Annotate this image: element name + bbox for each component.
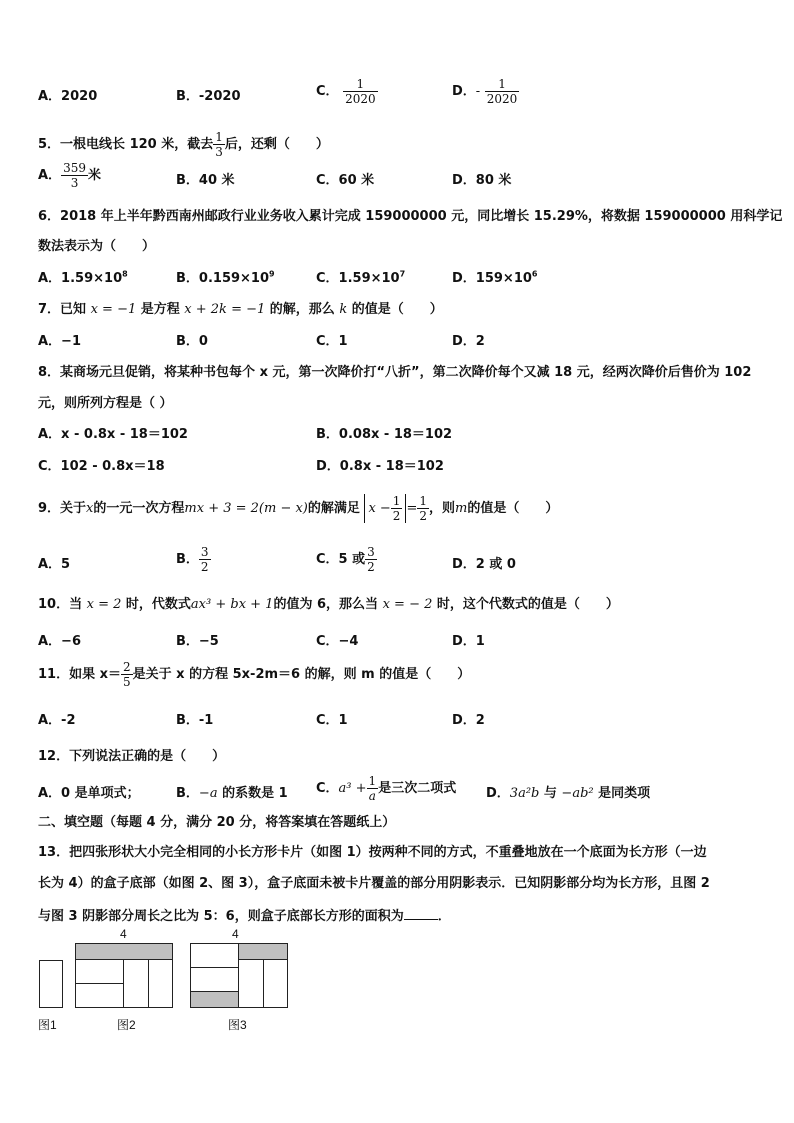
q9-stem	[38, 494, 558, 523]
q4-option-d[interactable]	[452, 77, 519, 106]
fraction: $\frac{1}{3}$	[215, 130, 223, 159]
q4-option-a[interactable]: A．2020	[38, 89, 98, 104]
stem-text: 9．关于	[38, 501, 87, 516]
stem-text: 时，这个代数式的值是（ ）	[432, 597, 619, 612]
q6-stem-line2: 数法表示为（ ）	[38, 239, 156, 254]
equals-sign: =	[406, 501, 418, 516]
stem-text: 时，代数式	[121, 597, 191, 612]
q5-option-d[interactable]: D．80 米	[452, 173, 512, 188]
exponent: 7	[399, 269, 406, 279]
q6-option-b[interactable]	[176, 271, 275, 287]
q5-option-a[interactable]	[38, 161, 101, 190]
q5-stem	[38, 130, 329, 159]
stem-text: ，则	[428, 501, 455, 516]
fraction: $\frac{359}{3}$	[63, 161, 86, 190]
shaded-region	[75, 943, 173, 960]
q6-option-a[interactable]	[38, 271, 128, 287]
option-label: D．	[452, 84, 476, 99]
q8-option-c[interactable]: C．102 - 0.8x＝18	[38, 459, 165, 474]
equation: x = 2	[86, 597, 122, 612]
stem-text: 后，还剩（ ）	[224, 137, 329, 152]
card-vertical	[148, 959, 173, 1008]
q6-option-d[interactable]	[452, 271, 538, 287]
card-vertical	[263, 959, 288, 1008]
option-text: 的系数是 1	[217, 786, 288, 801]
stem-text: 与图 3 阴影部分周长之比为 5：6，则盒子底部长方形的面积为	[38, 909, 404, 924]
answer-blank[interactable]	[404, 907, 438, 920]
fraction: $\frac{1}{2}$	[419, 494, 427, 523]
figure2-dimension: 4	[120, 927, 127, 941]
option-label: B．	[176, 552, 199, 567]
section-heading: 二、填空题（每题 4 分，满分 20 分，将答案填在答题纸上）	[38, 815, 396, 830]
expression: 3a²b	[509, 786, 540, 801]
q7-option-c[interactable]: C．1	[316, 334, 348, 349]
q12-stem: 12．下列说法正确的是（ ）	[38, 749, 226, 764]
q13-stem-line2: 长为 4）的盒子底部（如图 2、图 3），盒子底面未被卡片覆盖的部分用阴影表示．已知阴影部分均为长方形，且图 2	[38, 876, 710, 891]
q11-option-c[interactable]: C．1	[316, 713, 348, 728]
option-text: 与	[539, 786, 562, 801]
q5-option-c[interactable]: C．60 米	[316, 173, 375, 188]
stem-text: 的值为 6，那么当	[273, 597, 383, 612]
option-text: A．1.59×10	[38, 271, 123, 286]
fraction: $\frac{2}{5}$	[123, 660, 131, 689]
q9-option-c[interactable]	[316, 545, 377, 574]
stem-text: 7．已知	[38, 302, 91, 317]
option-label: B．	[176, 786, 199, 801]
q8-option-d[interactable]: D．0.8x - 18＝102	[316, 459, 444, 474]
card-horizontal	[75, 983, 124, 1008]
expression: −ab²	[561, 786, 594, 801]
q11-option-b[interactable]: B．-1	[176, 713, 214, 728]
option-label: A．	[38, 168, 62, 183]
stem-text: ．	[437, 909, 451, 924]
q6-option-c[interactable]	[316, 271, 405, 287]
q10-stem	[38, 597, 619, 613]
q11-option-d[interactable]: D．2	[452, 713, 485, 728]
stem-text: 的值是（ ）	[347, 302, 443, 317]
exponent: 9	[269, 269, 275, 279]
q10-option-b[interactable]: B．−5	[176, 634, 219, 649]
q7-stem	[38, 302, 443, 318]
exponent: 6	[531, 269, 538, 279]
q8-stem-line1: 8．某商场元旦促销，将某种书包每个 x 元，第一次降价打“八折”，第二次降价每个又减 18 元，经两次降价后售价为 102	[38, 365, 752, 380]
q6-stem-line1: 6．2018 年上半年黔西南州邮政行业业务收入累计完成 159000000 元，同比增长 15.29%，将数据 159000000 用科学记	[38, 209, 783, 224]
stem-text: 的值是（ ）	[467, 501, 559, 516]
absolute-value: x − $\frac{1}{2}$	[364, 494, 406, 523]
q9-option-b[interactable]	[176, 545, 211, 574]
fraction: $\frac{1}{2020}$	[345, 77, 376, 106]
card-vertical	[238, 959, 264, 1008]
q7-option-b[interactable]: B．0	[176, 334, 208, 349]
q7-option-a[interactable]: A．−1	[38, 334, 81, 349]
option-text: 是三次二项式	[378, 781, 457, 796]
fraction: $\frac{3}{2}$	[200, 545, 209, 574]
figure3-label: 图3	[228, 1018, 247, 1032]
q8-stem-line2: 元，则所列方程是（ ）	[38, 396, 173, 411]
expression: ax³ + bx + 1	[190, 597, 274, 612]
exponent: 8	[122, 269, 128, 279]
figure3-dimension: 4	[232, 927, 239, 941]
variable: x	[86, 501, 94, 516]
q12-option-c[interactable]	[316, 774, 456, 803]
stem-text: 是关于 x 的方程 5x-2m＝6 的解，则 m 的值是（ ）	[132, 667, 471, 682]
variable: m	[455, 501, 468, 516]
shaded-region	[190, 991, 239, 1008]
shaded-region	[238, 943, 288, 960]
fraction: $\frac{3}{2}$	[367, 545, 375, 574]
q12-option-a[interactable]: A．0 是单项式；	[38, 786, 140, 801]
equation: x + 2k = −1	[184, 302, 266, 317]
figure1-label: 图1	[38, 1018, 57, 1032]
option-text: 是同类项	[593, 786, 651, 801]
q9-option-d[interactable]: D．2 或 0	[452, 557, 516, 572]
unit: 米	[87, 168, 101, 183]
figure3	[190, 943, 288, 1008]
card-horizontal	[190, 943, 239, 968]
variable: k	[339, 302, 348, 317]
option-label: C．5 或	[316, 552, 366, 567]
option-text: C．1.59×10	[316, 271, 400, 286]
equation: x = −1	[90, 302, 137, 317]
q10-option-c[interactable]: C．−4	[316, 634, 359, 649]
q8-option-a[interactable]: A．x - 0.8x - 18＝102	[38, 427, 188, 442]
q12-option-d[interactable]	[486, 786, 650, 802]
card-horizontal	[75, 959, 124, 984]
option-label: C．	[316, 84, 339, 99]
q11-stem	[38, 660, 470, 689]
q5-option-b[interactable]: B．40 米	[176, 173, 235, 188]
option-text: B．0.159×10	[176, 271, 270, 286]
q10-option-a[interactable]: A．−6	[38, 634, 81, 649]
stem-text: 的解满足	[307, 501, 360, 516]
stem-text: 是方程	[136, 302, 185, 317]
q11-option-a[interactable]: A．-2	[38, 713, 76, 728]
fraction: $\frac{1}{a}$	[368, 774, 377, 803]
q10-option-d[interactable]: D．1	[452, 634, 485, 649]
stem-text: 5．一根电线长 120 米，截去	[38, 137, 214, 152]
fraction: $\frac{1}{2020}$	[486, 77, 518, 106]
q8-option-b[interactable]: B．0.08x - 18＝102	[316, 427, 453, 442]
figure2	[75, 943, 173, 1008]
equation: mx + 3 = 2(m − x)	[184, 501, 308, 516]
figure2-label: 图2	[117, 1018, 136, 1032]
option-label: C．	[316, 781, 339, 796]
option-label: D．	[486, 786, 510, 801]
equation: x = − 2	[382, 597, 433, 612]
stem-text: 的一元一次方程	[93, 501, 185, 516]
minus-sign: -	[475, 84, 481, 99]
figure1-card	[39, 960, 63, 1008]
q13-stem-line3	[38, 907, 451, 925]
q4-option-c[interactable]	[316, 77, 378, 106]
q4-option-b[interactable]: B．-2020	[176, 89, 241, 104]
card-horizontal	[190, 967, 239, 992]
stem-text: 的解，那么	[265, 302, 340, 317]
stem-text: 10．当	[38, 597, 87, 612]
q12-option-b[interactable]	[176, 786, 288, 802]
option-text: D．159×10	[452, 271, 532, 286]
expression: a³ +	[338, 781, 367, 796]
q13-stem-line1: 13．把四张形状大小完全相同的小长方形卡片（如图 1）按两种不同的方式，不重叠地放在一个底面为长方形（一边	[38, 845, 707, 860]
expression: −a	[198, 786, 218, 801]
stem-text: 11．如果 x＝	[38, 667, 122, 682]
card-vertical	[123, 959, 149, 1008]
q7-option-d[interactable]: D．2	[452, 334, 485, 349]
q9-option-a[interactable]: A．5	[38, 557, 71, 572]
